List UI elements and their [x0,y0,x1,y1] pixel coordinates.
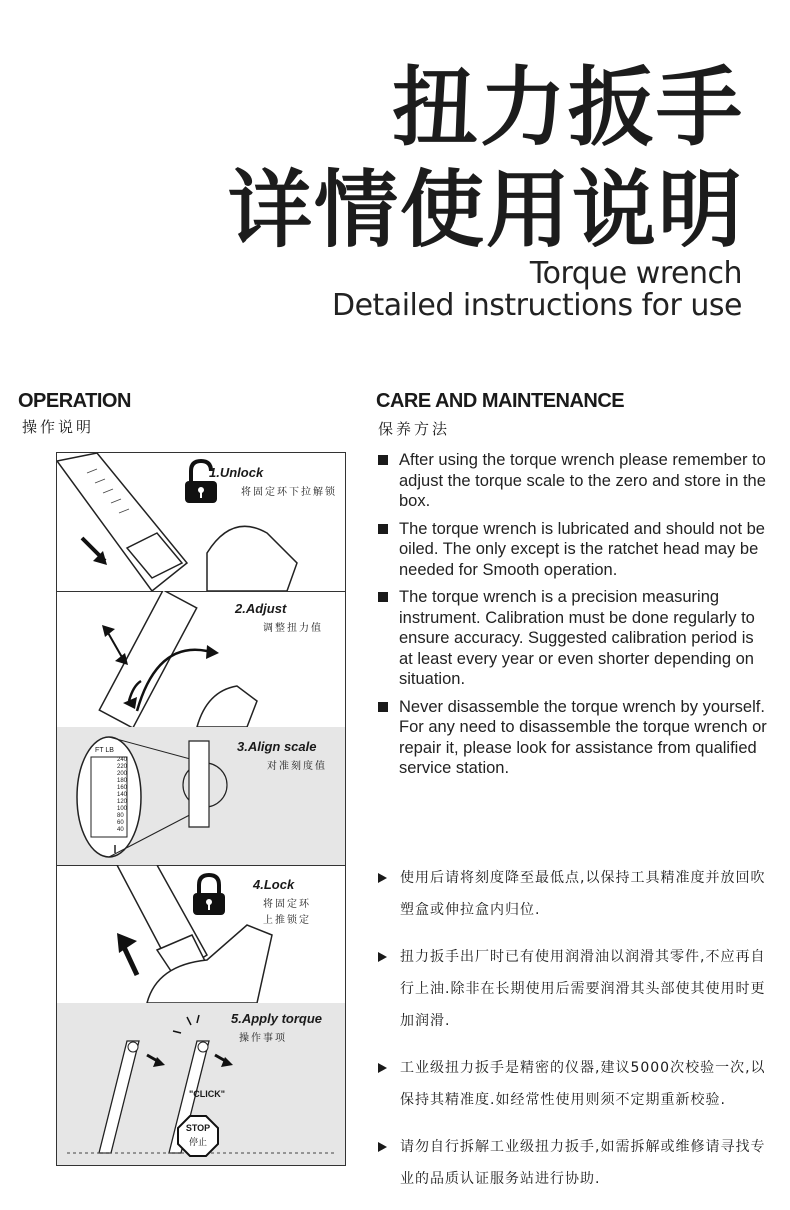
english-title-line-1: Torque wrench [529,256,742,291]
title-line-2: 详情使用说明 [227,161,744,259]
list-item [378,1052,778,1116]
scale-value: 40 [117,827,124,833]
step-5-sub: 操作事项 [239,1033,287,1044]
step-2-sub: 调整扭力值 [263,623,323,634]
click-text: "CLICK" [189,1089,226,1099]
scale-value: 80 [117,813,124,819]
step-1-sub: 将固定环下拉解锁 [241,487,337,498]
scale-value: 60 [117,820,124,826]
step-3-sub: 对准刻度值 [267,761,327,772]
step-adjust [57,591,345,728]
operation-subheading: 操作说明 [22,418,95,436]
care-item-text: Never disassemble the torque wrench by yourself. For any need to disassemble the torque wrench or repair it, please look for assistance from qualified service station. [399,697,767,777]
square-bullet-icon [378,702,388,712]
step-1-label: 1.Unlock [209,465,264,480]
scale-value: 140 [117,792,128,798]
step-4-sub-1: 将固定环 [263,899,311,910]
care-zh-item-text: 使用后请将刻度降至最低点,以保持工具精准度并放回吹塑盒或伸拉盒内归位. [400,870,766,918]
step-apply-torque [57,1003,345,1165]
triangle-bullet-icon [378,873,387,883]
scale-value: 160 [117,785,128,791]
care-item-text: The torque wrench is a precision measuring instrument. Calibration must be done regularly to ensure accuracy. Suggested calibration period is at least every year or even shorter depending on situation. [399,588,755,688]
list-item [378,941,778,1037]
english-title-line-2: Detailed instructions for use [331,288,742,323]
care-subheading: 保养方法 [378,420,451,438]
scale-head: FT LB [95,747,114,754]
care-heading: CARE AND MAINTENANCE [376,390,625,412]
care-zh-item-text: 工业级扭力扳手是精密的仪器,建议5000次校验一次,以保持其精准度.如经常性使用则须不定期重新校验. [400,1060,766,1108]
care-item-text: After using the torque wrench please remember to adjust the torque scale to the zero and store in the box. [399,451,766,510]
lock-padlock-icon [191,873,227,917]
step-lock [57,865,345,1004]
care-zh-item-text: 请勿自行拆解工业级扭力扳手,如需拆解或维修请寻找专业的品质认证服务站进行协助. [400,1139,766,1187]
triangle-bullet-icon [378,1063,387,1073]
stop-text: STOP [185,1123,211,1133]
square-bullet-icon [378,592,388,602]
care-item-text: The torque wrench is lubricated and should not be oiled. The only except is the ratchet head may be needed for Smooth operation. [399,519,765,579]
list-item [378,1131,778,1195]
care-list-chinese [378,862,778,1210]
scale-values-list [117,757,127,834]
step-3-label: 3.Align scale [237,739,317,754]
wrench-adjust-illustration [57,591,345,727]
list-item [378,862,778,926]
stop-zh-text: 停止 [188,1138,207,1148]
scale-value: 180 [117,778,128,784]
square-bullet-icon [378,524,388,534]
scale-value: 200 [117,771,128,777]
step-4-label: 4.Lock [253,877,295,892]
operation-steps-panel [56,452,346,1166]
square-bullet-icon [378,455,388,465]
step-unlock [57,453,345,592]
scale-value: 100 [117,806,128,812]
title-line-1: 扭力扳手 [392,58,744,158]
triangle-bullet-icon [378,1142,387,1152]
scale-value: 220 [117,764,128,770]
care-list [376,450,768,786]
list-item [376,697,768,779]
step-4-sub-2: 上推锁定 [263,915,311,926]
list-item [376,587,768,690]
step-align-scale [57,727,345,866]
step-5-label: 5.Apply torque [231,1011,323,1026]
list-item [376,450,768,512]
scale-value: 240 [117,757,128,763]
scale-value: 120 [117,799,128,805]
list-item [376,519,768,581]
operation-heading: OPERATION [18,390,131,412]
step-2-label: 2.Adjust [235,601,287,616]
care-zh-item-text: 扭力扳手出厂时已有使用润滑油以润滑其零件,不应再自行上油.除非在长期使用后需要润滑其头部使其使用时更加润滑. [400,949,766,1029]
triangle-bullet-icon [378,952,387,962]
